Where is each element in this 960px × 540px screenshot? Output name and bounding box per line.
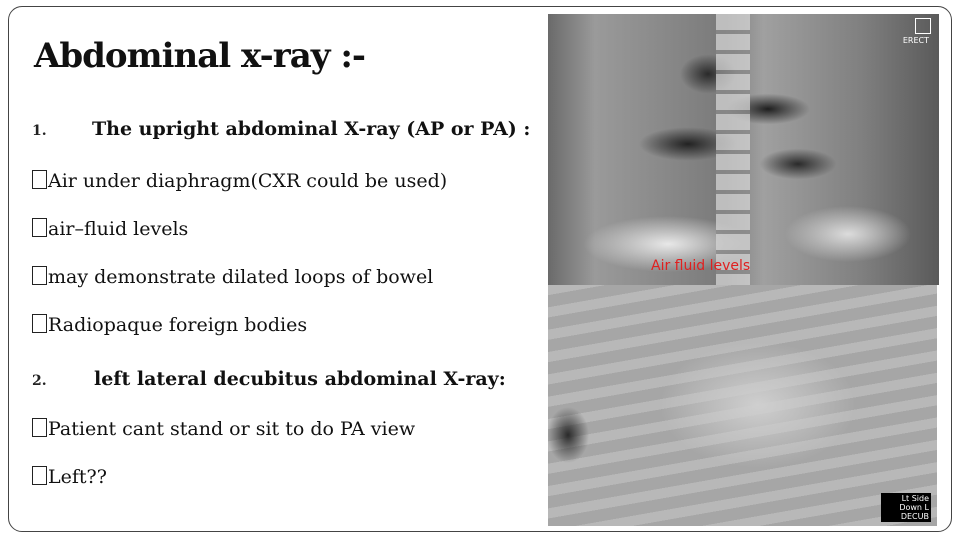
bullet-box-icon [32,218,47,237]
bullet-item: Radiopaque foreign bodies [32,314,307,336]
bullet-box-icon [32,266,47,285]
decubitus-label: Lt Side Down L DECUB [881,493,931,522]
decubitus-xray-image [548,285,937,526]
section-1-number: 1. [32,123,47,139]
section-1-heading: The upright abdominal X-ray (AP or PA) : [92,118,531,140]
bullet-item: Air under diaphragm(CXR could be used) [32,170,447,192]
upright-xray-image [548,14,939,285]
bullet-item: air–fluid levels [32,218,188,240]
erect-label: ERECT [902,36,929,45]
bullet-item: may demonstrate dilated loops of bowel [32,266,433,288]
bullet-item: Left?? [32,466,107,488]
bullet-box-icon [32,466,47,485]
spine-shadow [716,14,750,285]
bullet-box-icon [32,418,47,437]
bullet-box-icon [32,170,47,189]
section-2-number: 2. [32,373,47,389]
orientation-marker-icon [915,18,931,34]
air-fluid-levels-annotation: Air fluid levels [651,258,751,274]
slide-title: Abdominal x-ray :- [34,36,365,76]
bullet-item: Patient cant stand or sit to do PA view [32,418,415,440]
section-2-heading: left lateral decubitus abdominal X-ray: [94,368,506,390]
bullet-box-icon [32,314,47,333]
